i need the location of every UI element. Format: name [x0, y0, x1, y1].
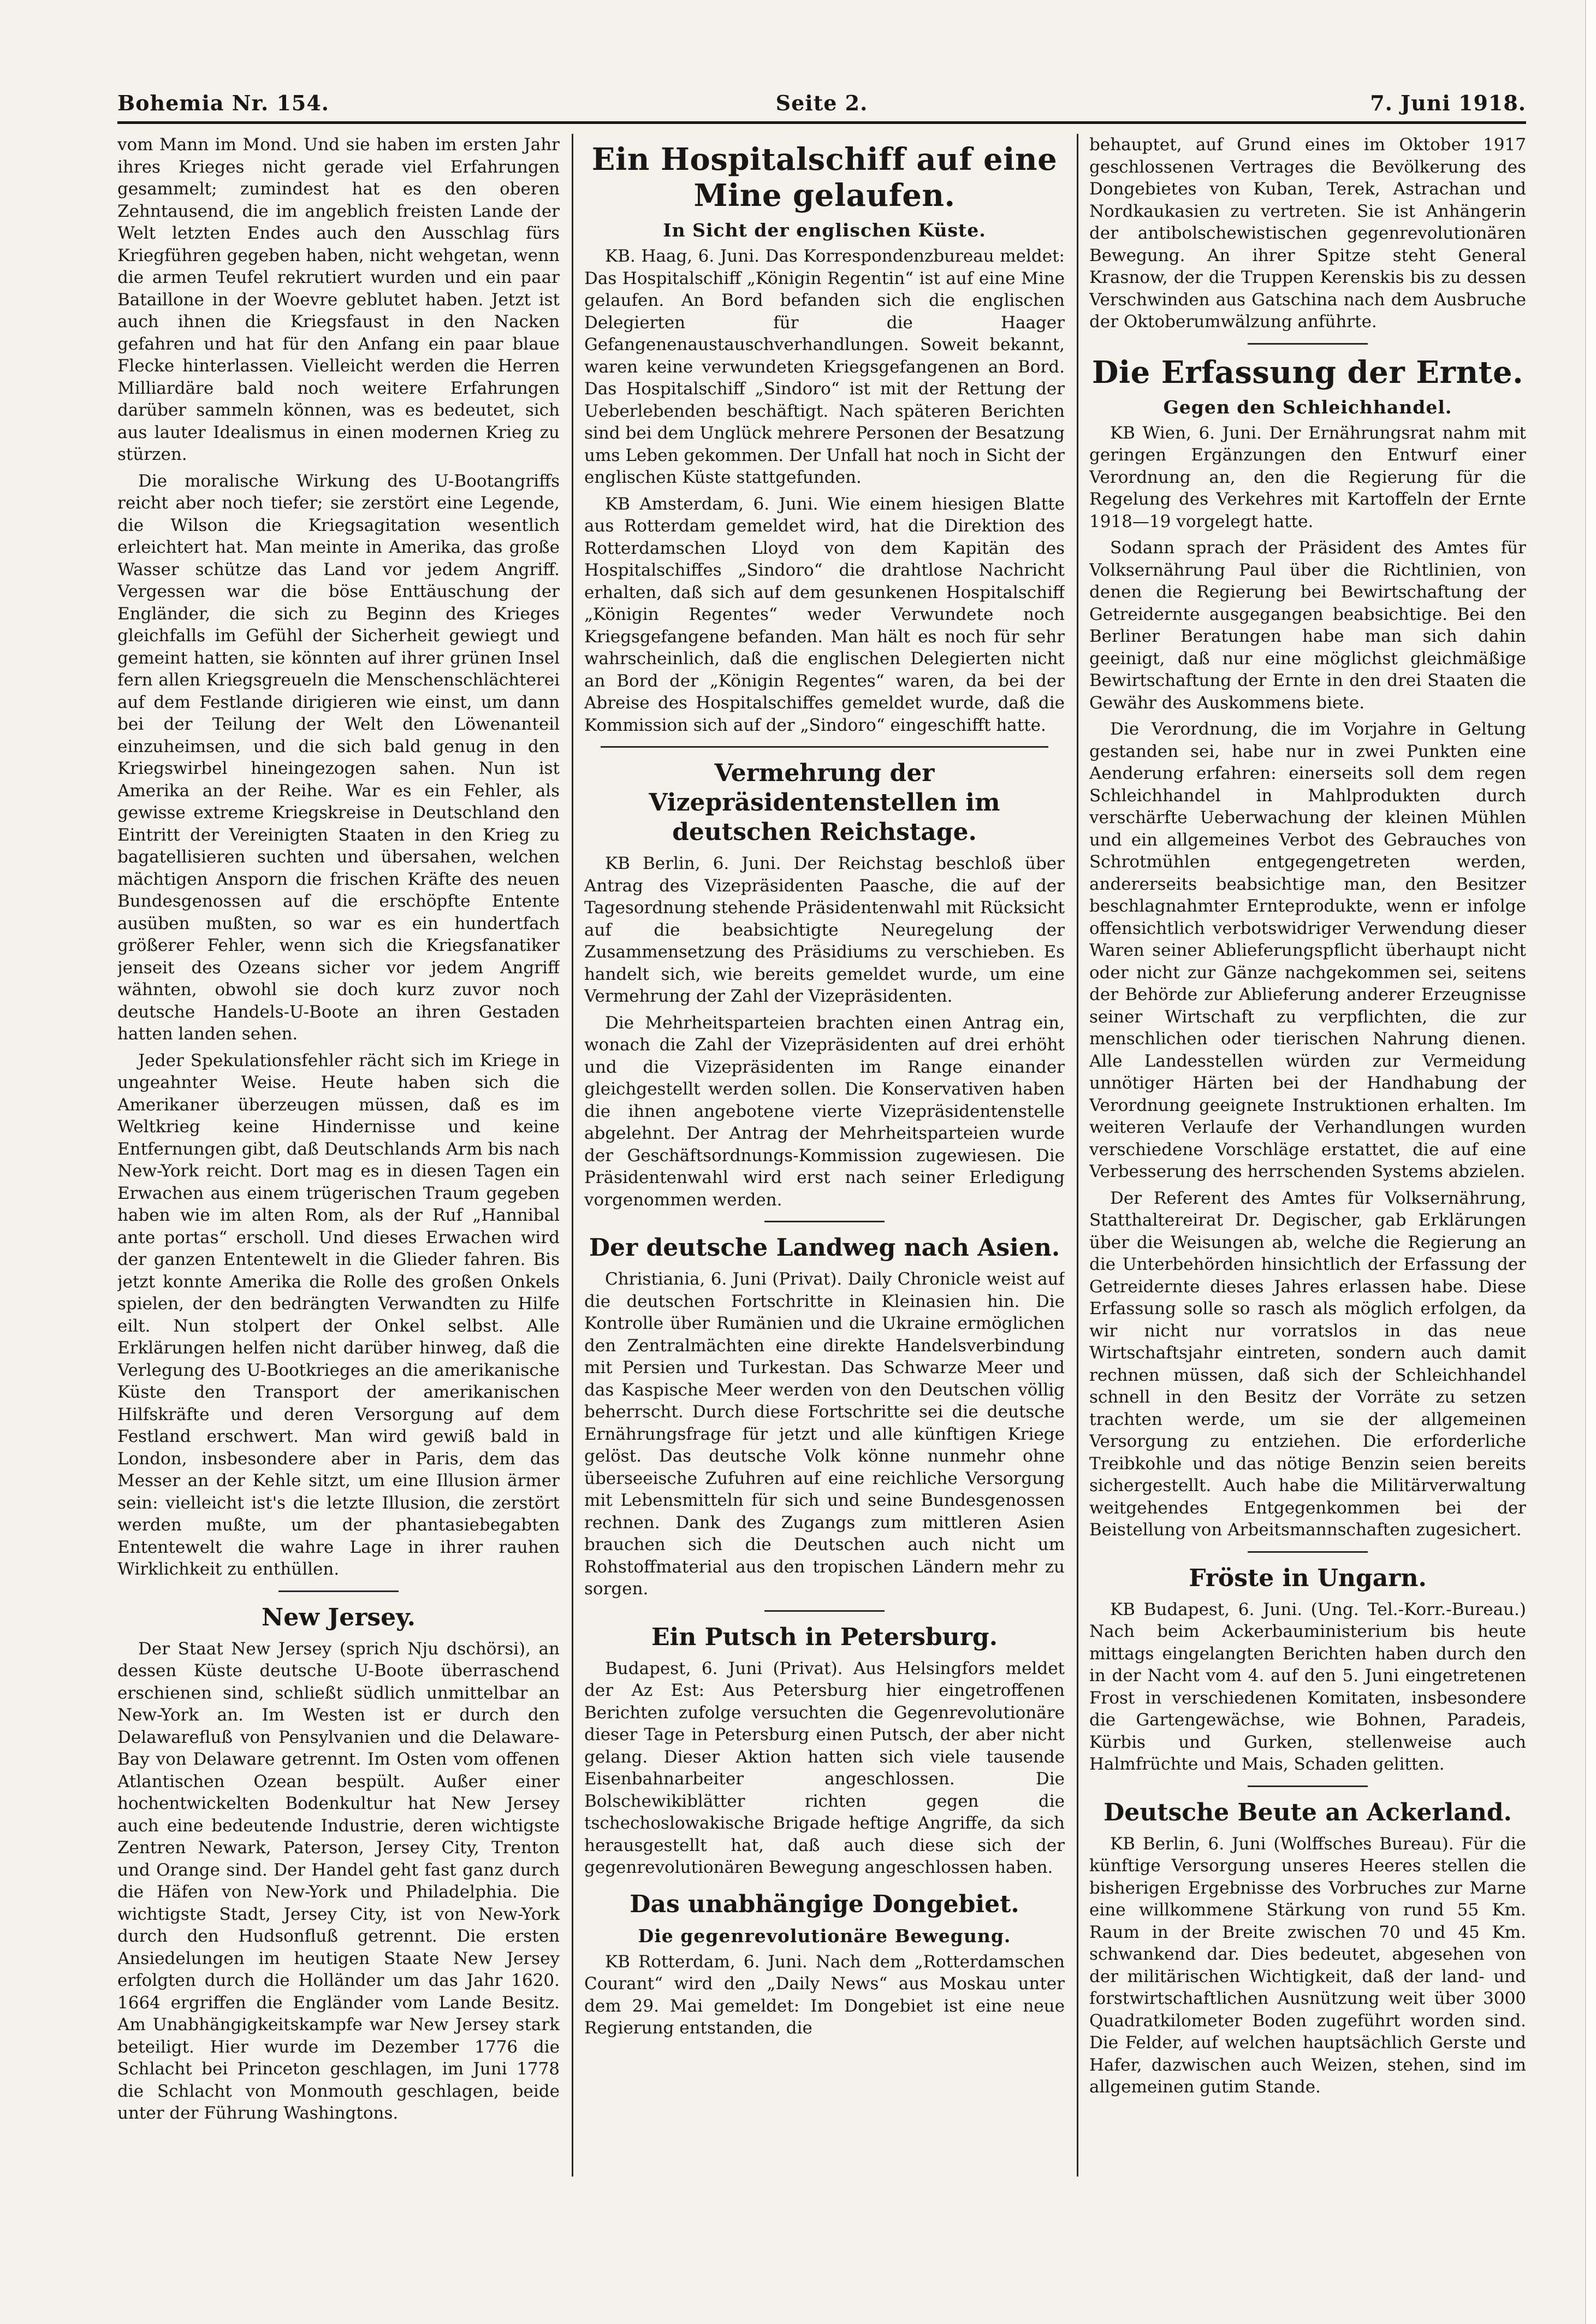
article-paragraph: behauptet, auf Grund eines im Oktober 1917 geschlossenen Vertrages die Bevölkerung des Dongebietes von Kuban, Terek, Astrachan und Nordkaukasien zu vertreten. Sie ist Anhängerin der antibolschewistischen gegenrevolutionären Bewegung. An ihrer Spitze steht General Krasnow, der die Truppen Kerenskis bis zu dessen Verschwinden aus Gatschina nach dem Ausbruche der Oktoberumwälzung anführte.	[1089, 135, 1526, 332]
column-2	[584, 134, 1065, 2177]
article-paragraph: Sodann sprach der Präsident des Amtes für Volksernährung Paul über die Richtlinien, von denen die Regierung bei Bewirtschaftung der Getreidernte ausgegangen beabsichtige. Bei den Berliner Beratungen habe man sich dahin geeinigt, daß nur eine möglichst gleichmäßige Bewirtschaftung der Ernte in den drei Staaten die Gewähr des Auskommens biete.	[1089, 538, 1526, 713]
article-separator	[1248, 343, 1368, 345]
article-paragraph: Die moralische Wirkung des U-Bootangriffs reicht aber noch tiefer; sie zerstört eine Legende, die Wilson die Kriegsagitation wesentlich erleichtert hat. Man meinte in Amerika, das große Wasser schütze das Land vor jedem Angriff. Vergessen war die böse Enttäuschung der Engländer, die sich zu Beginn des Krieges gleichfalls im Gefühl der Sicherheit gewiegt und gemeint hatten, sie könnten auf ihrer grünen Insel fern allen Kriegsgreueln die Menschenschlächterei auf dem Festlande dirigieren wie einst, um dann bei der Teilung der Welt den Löwenanteil einzuheimsen, und die sich bald genug in den Kriegswirbel hineingezogen sahen. Nun ist Amerika an der Reihe. War es ein Fehler, als gewisse extreme Kriegskreise in Deutschland den Eintritt der Vereinigten Staaten in den Krieg zu bagatellisieren suchten und übersahen, welchen mächtigen Ansporn die frischen Kräfte des neuen Bundesgenossen auf die erschöpfte Entente ausüben mußten, so war es ein hundertfach größerer Fehler, wenn sich die Kriegsfanatiker jenseit des Ozeans sicher vor jedem Angriff wähnten, obwohl sie doch kurz zuvor noch deutsche Handels-U-Boote an ihren Gestaden hatten landen sehen.	[117, 471, 560, 1044]
article-heading-dongebiet: Das unabhängige Dongebiet.	[630, 1890, 1019, 1918]
article-paragraph: Christiania, 6. Juni (Privat). Daily Chronicle weist auf die deutschen Fortschritte in Kleinasien hin. Die Kontrolle über Rumänien und die Ukraine ermöglichen den Zentralmächten eine direkte Handelsverbindung mit Persien und Turkestan. Das Schwarze Meer und das Kaspische Meer werden von den Deutschen völlig beherrscht. Durch diese Fortschritte sei die deutsche Ernährungsfrage für jetzt und alle künftigen Kriege gelöst. Das deutsche Volk könne nunmehr ohne überseeische Zufuhren auf eine reichliche Versorgung mit Lebensmitteln für sich und seine Bundesgenossen rechnen. Dank des Zugangs zum mittleren Asien brauchen sich die Deutschen auch nicht um Rohstoffmaterial aus den tropischen Ländern mehr zu sorgen.	[584, 1269, 1065, 1599]
column-rule	[1077, 134, 1078, 2177]
article-heading-vizepraesidenten: Vermehrung der Vizepräsidentenstellen im deutschen Reichstage.	[649, 759, 1000, 846]
article-paragraph: Der Staat New Jersey (sprich Nju dschörsi), an dessen Küste deutsche U-Boote überraschend erschienen sind, schließt südlich unmittelbar an New-York an. Im Westen ist er durch den Delawarefluß von Pensylvanien und die Delaware-Bay von Delaware getrennt. Im Osten vom offenen Atlantischen Ozean bespült. Außer einer hochentwickelten Bodenkultur hat New Jersey auch eine bedeutende Industrie, deren wichtigste Zentren Newark, Paterson, Jersey City, Trenton und Orange sind. Der Handel geht fast ganz durch die Häfen von New-York und Philadelphia. Die wichtigste Stadt, Jersey City, ist von New-York durch den Hudsonfluß getrennt. Die ersten Ansiedelungen im heutigen Staate New Jersey erfolgten durch die Holländer um das Jahr 1620. 1664 ergriffen die Engländer vom Lande Besitz. Am Unabhängigkeitskampfe war New Jersey stark beteiligt. Hier wurde im Dezember 1776 die Schlacht bei Princeton geschlagen, im Juni 1778 die Schlacht von Monmouth geschlagen, beide unter der Führung Washingtons.	[117, 1639, 560, 2123]
article-paragraph: Jeder Spekulationsfehler rächt sich im Kriege in ungeahnter Weise. Heute haben sich die Amerikaner überzeugen müssen, daß es im Weltkrieg keine Hindernisse und keine Entfernungen gibt, daß Deutschlands Arm bis nach New-York reicht. Dort mag es in diesen Tagen ein Erwachen aus einem trügerischen Traum gegeben haben wie im alten Rom, als der Ruf „Hannibal ante portas“ erscholl. Und dieses Erwachen wird der ganzen Ententewelt in die Glieder fahren. Bis jetzt konnte Amerika die Rolle des großen Onkels spielen, der den bedrängten Verwandten zu Hilfe eilt. Nun stolpert der Onkel selbst. Alle Erklärungen helfen nicht darüber hinweg, daß die Verlegung des U-Bootkrieges an die amerikanische Küste den Transport der amerikanischen Hilfskräfte und deren Versorgung auf dem Festland erschwert. Man wird gewiß bald in London, insbesondere aber in Paris, dem das Messer an der Kehle sitzt, um eine Illusion ärmer sein: vielleicht ist's die letzte Illusion, die zerstört werden mußte, um der phantasiebegabten Ententewelt die wahre Lage in ihrer rauhen Wirklichkeit zu enthüllen.	[117, 1050, 560, 1579]
article-paragraph: Budapest, 6. Juni (Privat). Aus Helsingfors meldet der Az Est: Aus Petersburg hier eingetroffenen Berichten zufolge versuchten die Gegenrevolutionäre dieser Tage in Petersburg einen Putsch, der aber nicht gelang. Dieser Aktion hatten sich viele tausende Eisenbahnarbeiter angeschlossen. Die Bolschewikiblätter richten gegen die tschechoslowakische Brigade heftige Angriffe, da sich herausgestellt hat, daß auch diese sich der gegenrevolutionären Bewegung angeschlossen haben.	[584, 1658, 1065, 1877]
article-subheading: Die gegenrevolutionäre Bewegung.	[638, 1925, 1011, 1947]
article-separator	[1248, 1551, 1368, 1553]
article-subheading: In Sicht der englischen Küste.	[663, 220, 986, 241]
article-subheading: Gegen den Schleichhandel.	[1163, 396, 1452, 418]
article-heading-beute: Deutsche Beute an Ackerland.	[1103, 1798, 1512, 1826]
article-separator	[601, 746, 1048, 748]
article-paragraph: KB Wien, 6. Juni. Der Ernährungsrat nahm mit geringen Ergänzungen den Entwurf einer Verordnung an, den die Regierung für die Regelung des Verkehres mit Kartoffeln der Ernte 1918—19 vorgelegt hatte.	[1089, 423, 1526, 531]
article-paragraph: Die Mehrheitsparteien brachten einen Antrag ein, wonach die Zahl der Vizepräsidenten auf drei erhöht und die Vizepräsidenten im Range einander gleichgestellt werden sollen. Die Konservativen haben die ihnen angebotene vierte Vizepräsidentenstelle abgelehnt. Der Antrag der Mehrheitsparteien wurde der Geschäftsordnungs-Kommission zugewiesen. Die Präsidentenwahl wird erst nach seiner Erledigung vorgenommen werden.	[584, 1013, 1065, 1210]
article-heading-new-jersey: New Jersey.	[261, 1603, 416, 1631]
article-separator	[764, 1221, 885, 1222]
article-paragraph: Die Verordnung, die im Vorjahre in Geltung gestanden sei, habe nur in zwei Punkten eine Aenderung erfahren: einerseits soll dem regen Schleichhandel in Mahlprodukten durch verschärfte Ueberwachung der kleinen Mühlen und ein allgemeines Verbot des Gebrauches von Schrotmühlen entgegengetreten werden, andererseits beabsichtige man, den Besitzer beschlagnahmter Ernteprodukte, wenn er infolge offensichtlich verbotswidriger Verwendung dieser Waren seiner Ablieferungspflicht überhaupt nicht oder nicht zur Gänze nachgekommen sei, seitens der Behörde zur Ablieferung anderer Erzeugnisse seiner Wirtschaft zu verpflichten, die zur menschlichen oder tierischen Nahrung dienen. Alle Landesstellen würden zur Vermeidung unnötiger Härten bei der Handhabung der Verordnung geeignete Instruktionen erhalten. Im weiteren Verlaufe der Verhandlungen wurden verschiedene Vorschläge erstattet, die auf eine Verbesserung des herrschenden Systems abzielen.	[1089, 719, 1526, 1181]
page-edge	[1585, 0, 1596, 2324]
masthead	[117, 87, 1526, 126]
masthead-date: 7. Juni 1918.	[1370, 91, 1526, 115]
article-paragraph: KB Amsterdam, 6. Juni. Wie einem hiesigen Blatte aus Rotterdam gemeldet wird, hat die Direktion des Rotterdamschen Lloyd von dem Kapitän des Hospitalschiffes „Sindoro“ die drahtlose Nachricht erhalten, daß sich auf dem gesunkenen Hospitalschiff „Königin Regentes“ weder Verwundete noch Kriegsgefangene befanden. Man hält es noch für sehr wahrscheinlich, daß die englischen Delegierten nicht an Bord der „Königin Regentes“ waren, da bei der Abreise des Hospitalschiffes gemeldet wurde, daß die Kommission sich auf der „Sindoro“ eingeschifft hatte.	[584, 494, 1065, 735]
article-heading-landweg: Der deutsche Landweg nach Asien.	[589, 1234, 1060, 1262]
article-paragraph: KB Berlin, 6. Juni. Der Reichstag beschloß über Antrag des Vizepräsidenten Paasche, die auf der Tagesordnung stehende Präsidentenwahl mit Rücksicht auf die beabsichtigte Neuregelung der Zusammensetzung des Präsidiums zu verschieben. Es handelt sich, wie bereits gemeldet wurde, um eine Vermehrung der Zahl der Vizepräsidenten.	[584, 854, 1065, 1006]
article-paragraph: KB. Haag, 6. Juni. Das Korrespondenzbureau meldet: Das Hospitalschiff „Königin Regentin“ ist auf eine Mine gelaufen. An Bord befanden sich die englischen Delegierten für die Haager Gefangenenaustauschverhandlungen. Soweit bekannt, waren keine verwundeten Kriegsgefangenen an Bord. Das Hospitalschiff „Sindoro“ ist mit der Rettung der Ueberlebenden beschäftigt. Nach späteren Berichten sind bei dem Unglück mehrere Personen der Besatzung ums Leben gekommen. Der Unfall hat noch in Sicht der englischen Küste stattgefunden.	[584, 246, 1065, 487]
article-heading-hospitalschiff: Ein Hospitalschiff auf eine Mine gelaufen.	[591, 141, 1058, 214]
masthead-issue: Bohemia Nr. 154.	[117, 91, 330, 115]
masthead-rule	[117, 121, 1526, 124]
column-3	[1089, 134, 1526, 2177]
article-heading-ernte: Die Erfassung der Ernte.	[1091, 354, 1524, 391]
article-paragraph: KB Budapest, 6. Juni. (Ung. Tel.-Korr.-Bureau.) Nach beim Ackerbauministerium bis heute mittags eingelangten Berichten haben durch den in der Nacht vom 4. auf den 5. Juni eingetretenen Frost in verschiedenen Komitaten, insbesondere die Gartengewächse, wie Bohnen, Paradeis, Kürbis und Gurken, stellenweise auch Halmfrüchte und Mais, Schaden gelitten.	[1089, 1599, 1526, 1774]
article-paragraph: vom Mann im Mond. Und sie haben im ersten Jahr ihres Krieges nicht gerade viel Erfahrungen gesammelt; zumindest hat es den oberen Zehntausend, die im angeblich freisten Lande der Welt letzten Endes auch den Ausschlag fürs Kriegführen gegeben haben, nicht wehgetan, wenn die armen Teufel rekrutiert wurden und ein paar Bataillone in der Woevre geblutet haben. Jetzt ist auch ihnen die Kriegsfaust in den Nacken gefahren und hat für den Anfang ein paar blaue Flecke hinterlassen. Vielleicht werden die Herren Milliardäre bald noch weitere Erfahrungen darüber sammeln können, was es bedeutet, sich aus lauter Idealismus in einen modernen Krieg zu stürzen.	[117, 135, 560, 464]
article-paragraph: Der Referent des Amtes für Volksernährung, Statthaltereirat Dr. Degischer, gab Erklärungen über die Weisungen ab, welche die Regierung an die Unterbehörden hinsichtlich der Erfassung der Getreidernte dieses Jahres erlassen habe. Diese Erfassung solle so rasch als möglich erfolgen, da wir nicht nur vorratslos in das neue Wirtschaftsjahr eintreten, sondern auch damit rechnen müssen, daß sich der Schleichhandel schnell in den Besitz der Vorräte zu setzen trachten werde, um sie der allgemeinen Versorgung zu entziehen. Die erforderliche Treibkohle und das nötige Benzin seien bereits sichergestellt. Auch habe die Militärverwaltung weitgehendes Entgegenkommen bei der Beistellung von Arbeitsmannschaften zugesichert.	[1089, 1188, 1526, 1540]
article-paragraph: KB Rotterdam, 6. Juni. Nach dem „Rotterdamschen Courant“ wird den „Daily News“ aus Moskau unter dem 29. Mai gemeldet: Im Dongebiet ist eine neue Regierung entstanden, die	[584, 1952, 1065, 2038]
column-rule	[572, 134, 573, 2177]
article-separator	[1248, 1785, 1368, 1787]
article-paragraph: KB Berlin, 6. Juni (Wolffsches Bureau). Für die künftige Versorgung unseres Heeres stellen die bisherigen Ergebnisse des Vorbruches zur Marne eine willkommene Stärkung von rund 55 Km. Raum in der Breite zwischen 70 und 45 Km. schwankend dar. Dies bedeutet, abgesehen von der militärischen Wichtigkeit, daß der land- und forstwirtschaftlichen Ausnützung weit über 3000 Quadratkilometer Boden zugeführt worden sind. Die Felder, auf welchen hauptsächlich Gerste und Hafer, dazwischen auch Weizen, stehen, sind im allgemeinen gutim Stande.	[1089, 1834, 1526, 2097]
article-heading-putsch: Ein Putsch in Petersburg.	[651, 1623, 998, 1651]
article-heading-froeste: Fröste in Ungarn.	[1189, 1564, 1427, 1592]
masthead-page-number: Seite 2.	[775, 91, 868, 115]
article-separator	[764, 1610, 885, 1612]
column-1	[117, 134, 560, 2177]
article-separator	[278, 1590, 399, 1592]
